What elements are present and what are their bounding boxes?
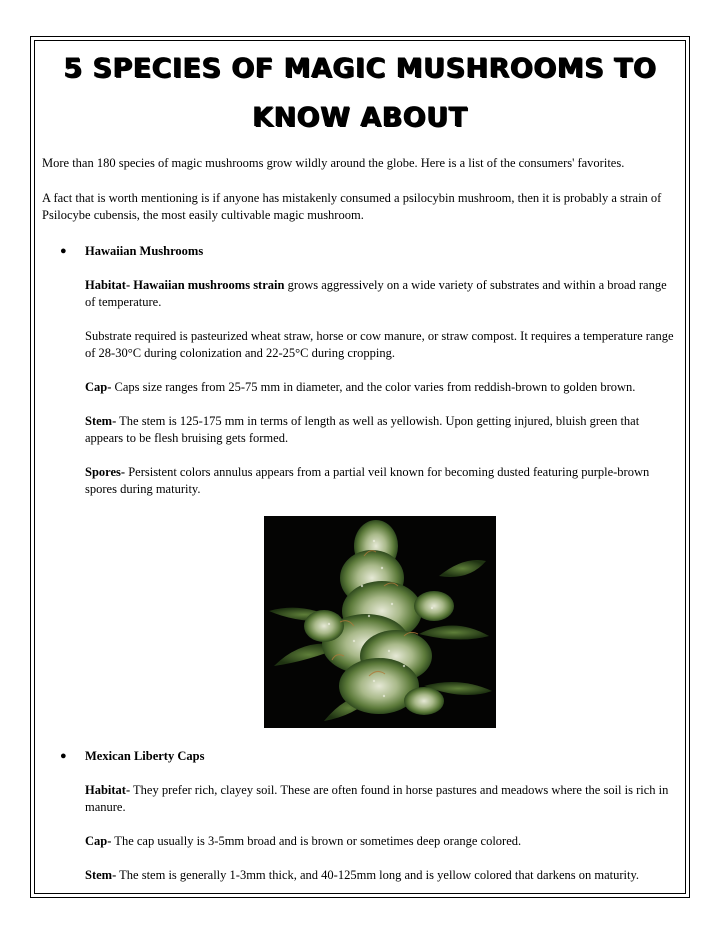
section-paragraph xyxy=(85,328,678,362)
section-paragraph xyxy=(85,833,678,850)
paragraph-text: The stem is generally 1-3mm thick, and 40-125mm long and is yellow colored that darkens on maturity. xyxy=(116,868,640,882)
section-paragraph xyxy=(85,413,678,447)
paragraph-label: Cap- xyxy=(85,834,112,848)
paragraph-text: The cap usually is 3-5mm broad and is brown or sometimes deep orange colored. xyxy=(111,834,522,848)
paragraph-text: They prefer rich, clayey soil. These are often found in horse pastures and meadows where the soil is rich in manure. xyxy=(85,783,669,814)
section-paragraph xyxy=(85,867,678,884)
paragraph-text: Persistent colors annulus appears from a partial veil known for becoming dusted featuring purple-brown spores during maturity. xyxy=(85,465,650,496)
paragraph-label: Cap- xyxy=(85,380,112,394)
intro-paragraph-1: More than 180 species of magic mushrooms grow wildly around the globe. Here is a list of the consumers' favorites. xyxy=(42,156,625,170)
plant-photo xyxy=(264,516,496,728)
paragraph-label: Stem- xyxy=(85,868,117,882)
document-page xyxy=(42,44,678,884)
section-heading-label: Hawaiian Mushrooms xyxy=(85,244,204,258)
paragraph-text: The stem is 125-175 mm in terms of length as well as yellowish. Upon getting injured, bluish green that appears to be flesh bruising gets formed. xyxy=(85,414,640,445)
page-title: 5 SPECIES OF MAGIC MUSHROOMS TO KNOW ABOUT xyxy=(63,53,657,133)
section-paragraph xyxy=(85,464,678,498)
paragraph-text: Substrate required is pasteurized wheat straw, horse or cow manure, or straw compost. It requires a temperature range of 28-30°C during colonization and 22-25°C during cropping. xyxy=(85,329,674,360)
paragraph-label: Habitat- Hawaiian mushrooms strain xyxy=(85,278,285,292)
section-paragraph xyxy=(85,277,678,311)
paragraph-label: Habitat- xyxy=(85,783,131,797)
bullet-icon: ● xyxy=(60,245,67,257)
section-heading-label: Mexican Liberty Caps xyxy=(85,749,205,763)
section-paragraph xyxy=(85,379,678,396)
bullet-icon: ● xyxy=(60,750,67,762)
paragraph-text: Caps size ranges from 25-75 mm in diameter, and the color varies from reddish-brown to golden brown. xyxy=(111,380,636,394)
section-paragraph xyxy=(85,782,678,816)
plant-photo-illustration xyxy=(264,516,496,728)
intro-paragraph-2: A fact that is worth mentioning is if anyone has mistakenly consumed a psilocybin mushroom, then it is probably a strain of Psilocybe cubensis, the most easily cultivable magic mushroom. xyxy=(42,191,662,222)
paragraph-label: Stem- xyxy=(85,414,117,428)
section-heading-mexican xyxy=(42,748,678,765)
paragraph-text: grows aggressively on a wide variety of substrates and within a broad range of temperature. xyxy=(85,278,667,309)
section-heading-hawaiian xyxy=(42,243,678,260)
paragraph-label: Spores- xyxy=(85,465,126,479)
